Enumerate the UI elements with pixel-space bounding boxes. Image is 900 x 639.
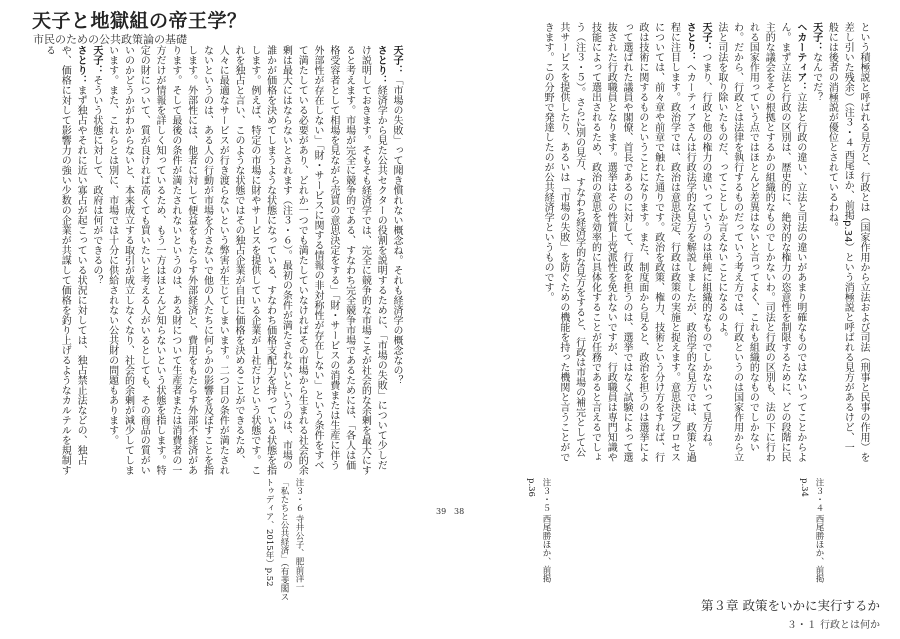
dialogue-paragraph — [539, 22, 697, 462]
right-page-body — [486, 22, 871, 462]
dialogue-paragraph — [88, 45, 104, 475]
paragraph-text: つまり、行政と他の権力の違いっていうのは単純に組織的なものでしかないって見方ね。 — [700, 52, 712, 452]
dialogue-paragraph — [388, 45, 404, 475]
paragraph-text: 立法と行政の違い、立法と司法の違いがあまり明確なものではないってことからよん。まず立法と行政の区別は、歴史的に、絶対的な権力の恣意性を制限するために、どの段階に民主的な議会をその根拠とするかの組織的なものでしかないわ。司法と行政の区別も、法の下に行われる国家作用っていう点ではほとんど差異はないと言ってよく、これも組織的なものでしかないわ。だから、行政とは法律を執行するものだっていう考え方では、行政というのは国家作用から立法と司法を取り除いたものだ、ってことしか言えないことになるのよ。 — [715, 22, 806, 462]
running-subtitle: 市民のための公共政策論の基礎 — [33, 33, 187, 46]
speaker-label: さとり： — [75, 45, 87, 85]
speaker-label: 天子： — [391, 45, 402, 75]
paragraph-text: という積極説と呼ばれる見方と、行政とは（国家作用から立法および司法（刑事と民事の作用）を差し引いた残余）（注３・４ 西尾ほか、前掲p.34）という消極説と呼ばれる見方があるけど、一般には後者の消極説が優位とされているわね。 — [826, 22, 869, 462]
speaker-label: さとり： — [375, 45, 387, 85]
dialogue-paragraph — [713, 22, 808, 462]
footnote: 注３・５ 西尾勝ほか、前掲p.36 — [526, 478, 551, 583]
speaker-label: ヘカーティア： — [794, 22, 806, 92]
left-page-body — [28, 45, 404, 475]
paragraph-text: なんでだ？ — [810, 52, 822, 102]
paragraph-text: 「市場の失敗」って聞き慣れない概念ね。それも経済学の概念なの？ — [391, 75, 402, 385]
dialogue-paragraph — [104, 45, 388, 475]
paragraph-text: ヘカーティアさんは行政法学的な見方を解説しましたが、政治学的な見方では、政策と過程に注目します。政治学では、政治は意思決定、行政は政策の実施と捉えます。意思決定プロセスについては、前々章や前章で触れた通りです。政治を政策、権力、技術という分け方をすれば、行政は技術に関するものということになります。また、制度面から見ると、政治を担うのは選挙によって選ばれた議員や閣僚、首長であるのに対して、行政を担うのは、選挙ではなく試験によって選抜された行政職員となります。選挙はその性質上党派性を免れないですが、行政職員は専門知識や技能によって選出されるため、政治の意思を効率的に具体化することが任務であると言えるでしょう（注３・５）。さらに別の見方、すなわち経済学的な見方をすると、行政は市場の補完として公共サービスを提供したり、あるいは「市場の失敗」を防ぐための機能を持った機関と言うことができます。この分野で発達したのが公共経済学というものです。 — [542, 22, 696, 462]
footnote: 注３・４ 西尾勝ほか、前掲p.34 — [799, 478, 824, 583]
speaker-label: さとり： — [684, 22, 696, 62]
dialogue-paragraph — [824, 22, 871, 462]
section-heading: ３・１ 行政とは何か — [786, 620, 880, 631]
speaker-label: 天子： — [90, 45, 102, 75]
speaker-label: 天子： — [810, 22, 822, 52]
page-number: 38 — [454, 507, 465, 516]
running-title: 天子と地獄組の帝王学？ — [32, 10, 247, 32]
dialogue-paragraph — [697, 22, 713, 462]
paragraph-text: まず独占やそれに近い寡占が起こっている状況に対しては、独占禁止法などの、独占や、価格に対して影響力の強い少数の企業が共謀して価格を釣り上げるようなカルテルを規制する — [43, 45, 87, 475]
chapter-heading: 第３章 政策をいかに実行するか — [701, 598, 880, 613]
paragraph-text: そういう状態に対して、政府は何ができるの？ — [90, 75, 102, 285]
dialogue-paragraph — [41, 45, 88, 475]
footnote: 注３・６ 寺井公子、肥前洋一「私たちと公共経済」（有斐閣ストゥディア、2015年）p.52 — [264, 478, 304, 602]
paragraph-text: 経済学から見た公共セクターの役割を説明するために、「市場の失敗」について少しだけ説明しておきます。そもそも経済学では、完全に競争的な市場こそが社会的な余剰を最大にすると考えます。市場が完全に競争的である、すなわち完全競争市場であるためには、「各人は価格受容者として相場を見ながら売買の意思決定をする」「財・サービスの消費または生産に伴う外部性が存在しない」「財・サービスに関する情報の非対称性が存在しない」という条件をすべて満たしている必要があり、どれか一つでも満たしていなければその市場から生まれる社会的余剰は最大にはならないとされます（注３・６）。最初の条件が満たされないというのは、市場の誰かが価格を決めてしまうような状態になっている、すなわち価格支配力を持っている状態を指します。例えば、特定の市場に財やサービスを提供している企業が１社だけという状態です。これを独占と言い、このような状態ではその独占企業が自由に価格を決めることができるため、人々に最適なサービスが行き渡らないという弊害が生じてしまいます。二つ目の条件が満たされないというのは、ある人の行動が市場を介さないで他の人たちに何らかの影響を及ぼすことを指します。外部性には、他者に対して便益をもたらす外部経済と、費用をもたらす外部不経済があります。そして最後の条件が満たされないというのは、ある財について生産者または消費者の一方だけが情報を詳しく知っているため、もう一方はほとんど知らないという状態を指します。特定の財について、質が良ければ高くても買いたいと考える人がいるとしても、その商品の質がいいのかどうかがわからないと、本来成立する取引が成立しなくなり、社会的余剰が減少してしまいます。また、これらとは別に、市場では十分に供給されない公共財の問題もあります。 — [106, 45, 387, 475]
dialogue-paragraph — [808, 22, 824, 462]
speaker-label: 天子： — [700, 22, 712, 52]
page-number: 39 — [436, 507, 447, 516]
